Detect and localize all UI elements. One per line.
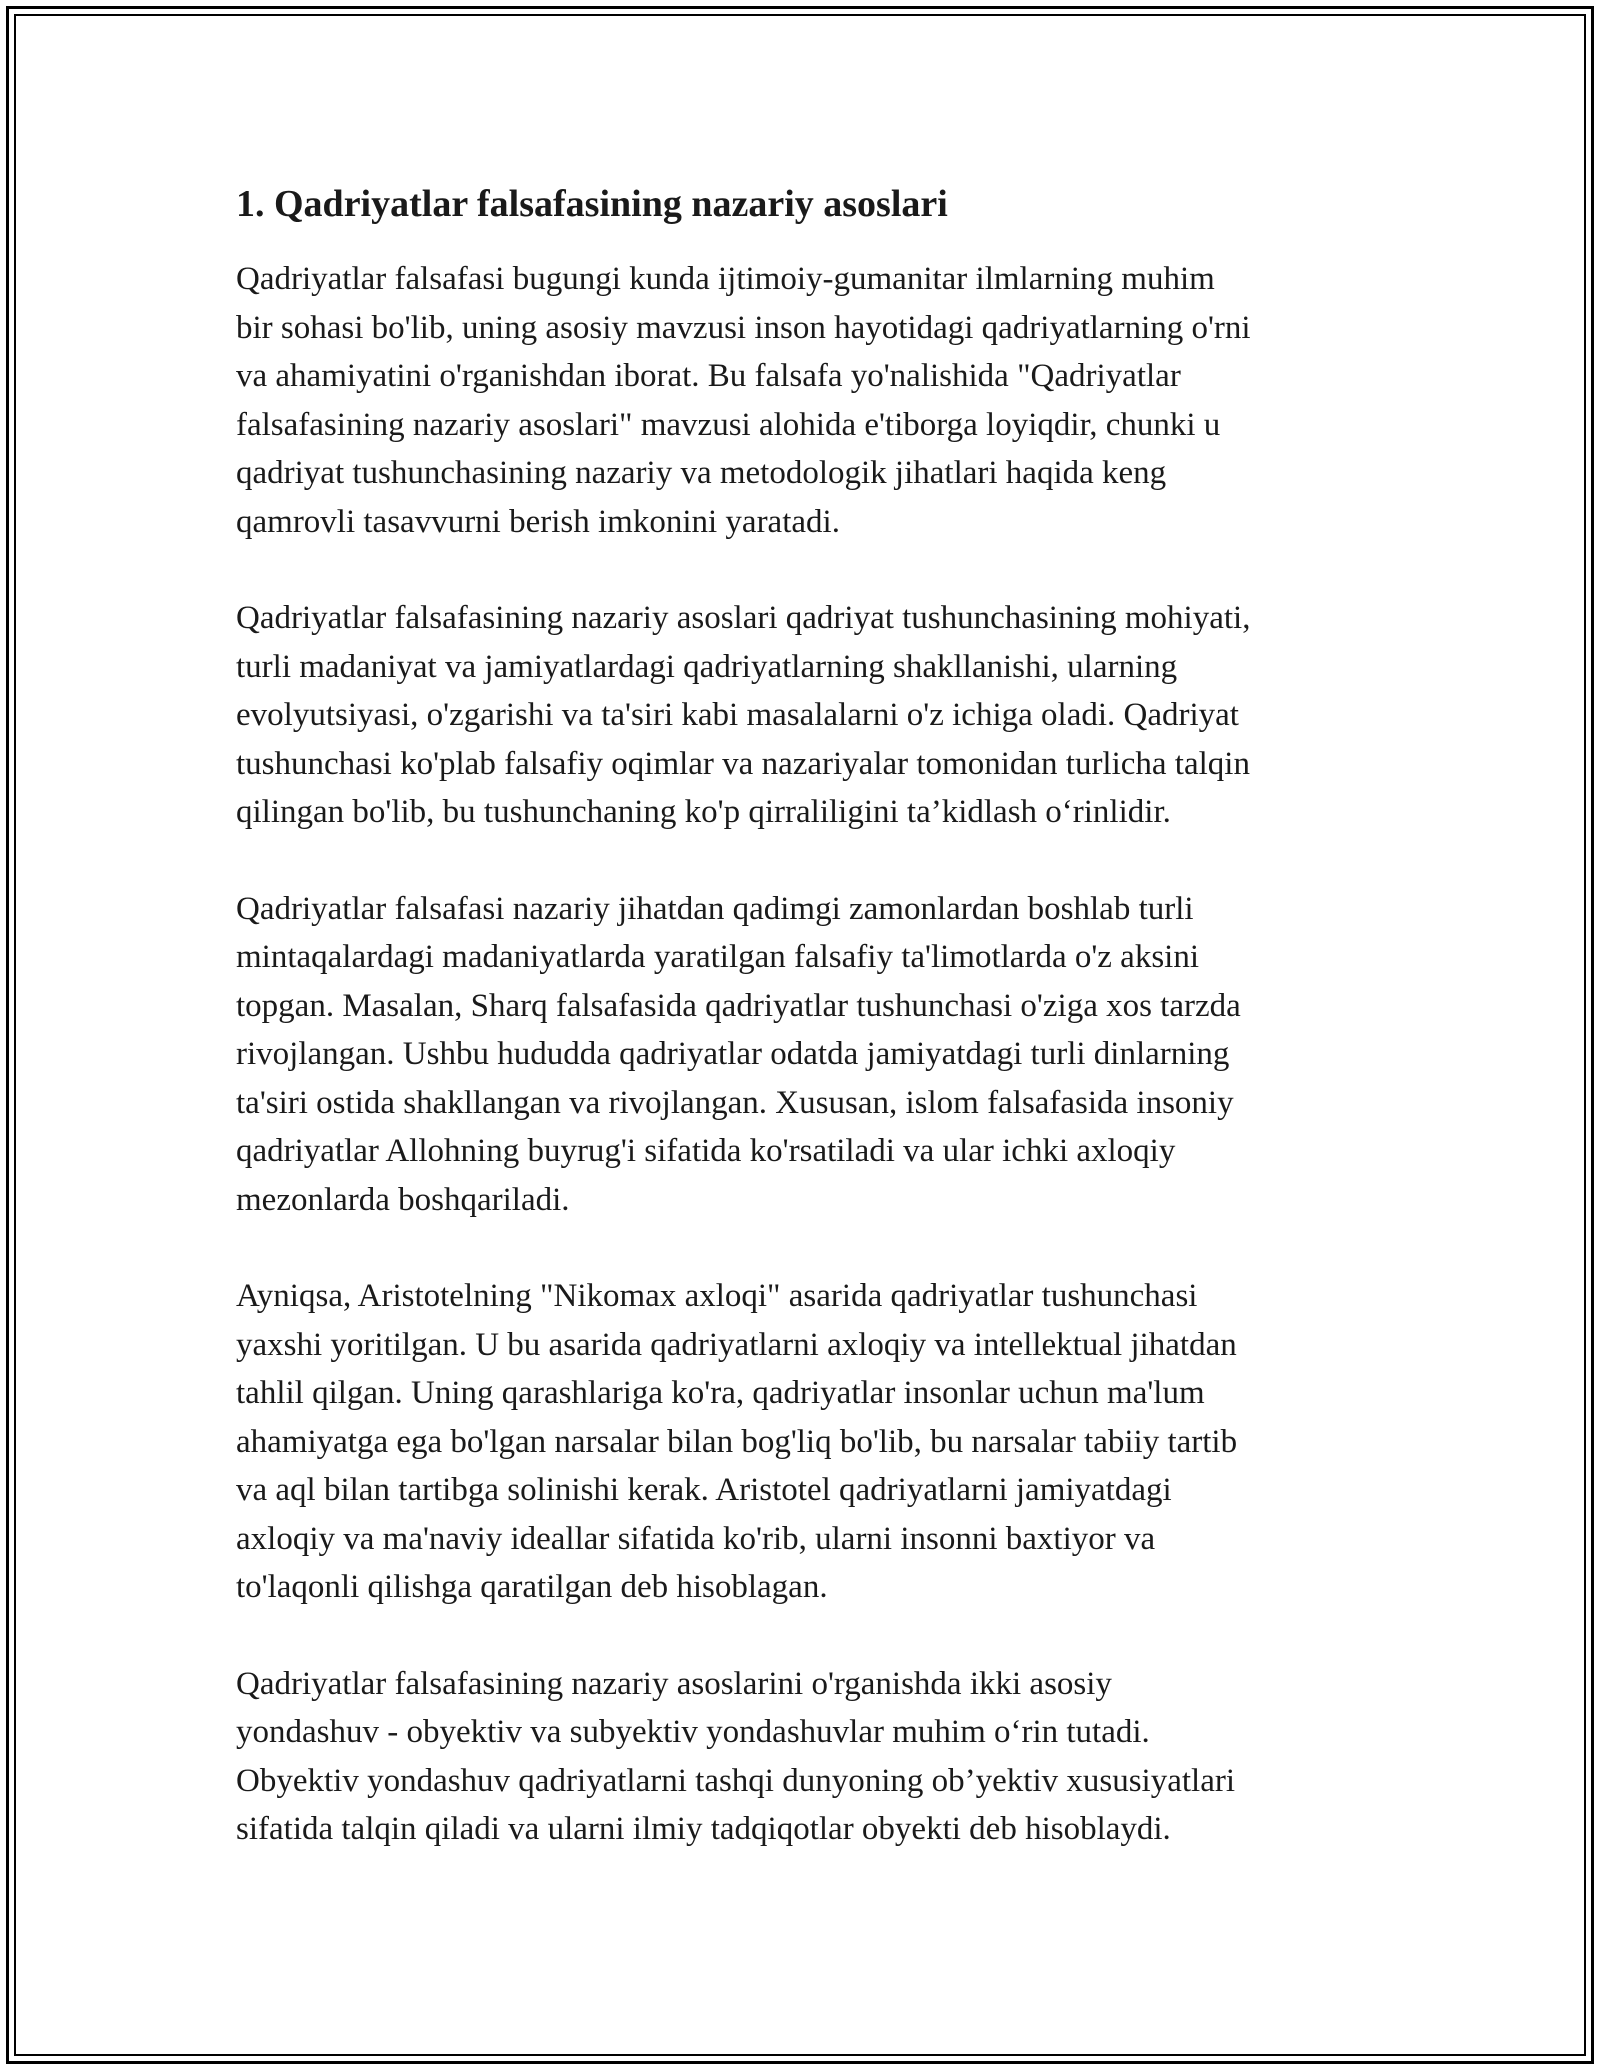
paragraph-line: ahamiyatga ega bo'lgan narsalar bilan bog'liq bo'lib, bu narsalar tabiiy tartib [236, 1423, 1238, 1460]
paragraph-line: va ahamiyatini o'rganishdan iborat. Bu falsafa yo'nalishida "Qadriyatlar [236, 358, 1181, 395]
section-heading: 1. Qadriyatlar falsafasining nazariy asoslari [236, 183, 948, 225]
body-paragraph [236, 255, 1376, 546]
paragraph-line: yaxshi yoritilgan. U bu asarida qadriyatlarni axloqiy va intellektual jihatdan [236, 1326, 1237, 1363]
paragraph-line: mintaqalardagi madaniyatlarda yaratilgan falsafiy ta'limotlarda o'z aksini [236, 939, 1200, 976]
paragraph-line: yondashuv - obyektiv va subyektiv yondashuvlar muhim o‘rin tutadi. [236, 1714, 1150, 1751]
body-paragraph [236, 1272, 1376, 1612]
paragraph-line: qadriyatlar Allohning buyrug'i sifatida ko'rsatiladi va ular ichki axloqiy [236, 1133, 1176, 1170]
paragraph-line: Qadriyatlar falsafasining nazariy asoslarini o'rganishda ikki asosiy [236, 1665, 1112, 1702]
paragraph-line: tahlil qilgan. Uning qarashlariga ko'ra, qadriyatlar insonlar uchun ma'lum [236, 1375, 1205, 1412]
paragraph-line: Qadriyatlar falsafasi nazariy jihatdan qadimgi zamonlardan boshlab turli [236, 890, 1194, 927]
paragraph-line: ta'siri ostida shakllangan va rivojlangan. Xususan, islom falsafasida insoniy [236, 1084, 1234, 1121]
paragraph-line: to'laqonli qilishga qaratilgan deb hisoblagan. [236, 1569, 828, 1606]
paragraph-line: qilingan bo'lib, bu tushunchaning ko'p qirraliligini ta’kidlash o‘rinlidir. [236, 794, 1171, 831]
body-paragraph [236, 1660, 1376, 1854]
paragraph-line: topgan. Masalan, Sharq falsafasida qadriyatlar tushunchasi o'ziga xos tarzda [236, 987, 1241, 1024]
paragraph-line: axloqiy va ma'naviy ideallar sifatida ko'rib, ularni insonni baxtiyor va [236, 1520, 1156, 1557]
paragraph-line: mezonlarda boshqariladi. [236, 1181, 570, 1218]
paragraph-line: falsafasining nazariy asoslari" mavzusi alohida e'tiborga loyiqdir, chunki u [236, 406, 1221, 443]
body-paragraph [236, 594, 1376, 837]
paragraph-line: va aql bilan tartibga solinishi kerak. Aristotel qadriyatlarni jamiyatdagi [236, 1472, 1172, 1509]
paragraph-line: qamrovli tasavvurni berish imkonini yaratadi. [236, 503, 840, 540]
paragraph-line: rivojlangan. Ushbu hududda qadriyatlar odatda jamiyatdagi turli dinlarning [236, 1036, 1230, 1073]
paragraph-line: sifatida talqin qiladi va ularni ilmiy tadqiqotlar obyekti deb hisoblaydi. [236, 1811, 1171, 1848]
paragraph-line: Qadriyatlar falsafasi bugungi kunda ijtimoiy-gumanitar ilmlarning muhim [236, 261, 1215, 298]
document-page [236, 180, 1376, 1902]
paragraph-line: bir sohasi bo'lib, uning asosiy mavzusi inson hayotidagi qadriyatlarning o'rni [236, 309, 1251, 346]
paragraph-line: Obyektiv yondashuv qadriyatlarni tashqi dunyoning ob’yektiv xususiyatlari [236, 1762, 1236, 1799]
paragraph-line: evolyutsiyasi, o'zgarishi va ta'siri kabi masalalarni o'z ichiga oladi. Qadriyat [236, 697, 1239, 734]
document-body [236, 255, 1376, 1854]
body-paragraph [236, 885, 1376, 1225]
paragraph-line: tushunchasi ko'plab falsafiy oqimlar va nazariyalar tomonidan turlicha talqin [236, 745, 1250, 782]
paragraph-line: turli madaniyat va jamiyatlardagi qadriyatlarning shakllanishi, ularning [236, 648, 1178, 685]
paragraph-line: Qadriyatlar falsafasining nazariy asoslari qadriyat tushunchasining mohiyati, [236, 600, 1251, 637]
paragraph-line: qadriyat tushunchasining nazariy va metodologik jihatlari haqida keng [236, 455, 1167, 492]
paragraph-line: Ayniqsa, Aristotelning "Nikomax axloqi" asarida qadriyatlar tushunchasi [236, 1278, 1198, 1315]
